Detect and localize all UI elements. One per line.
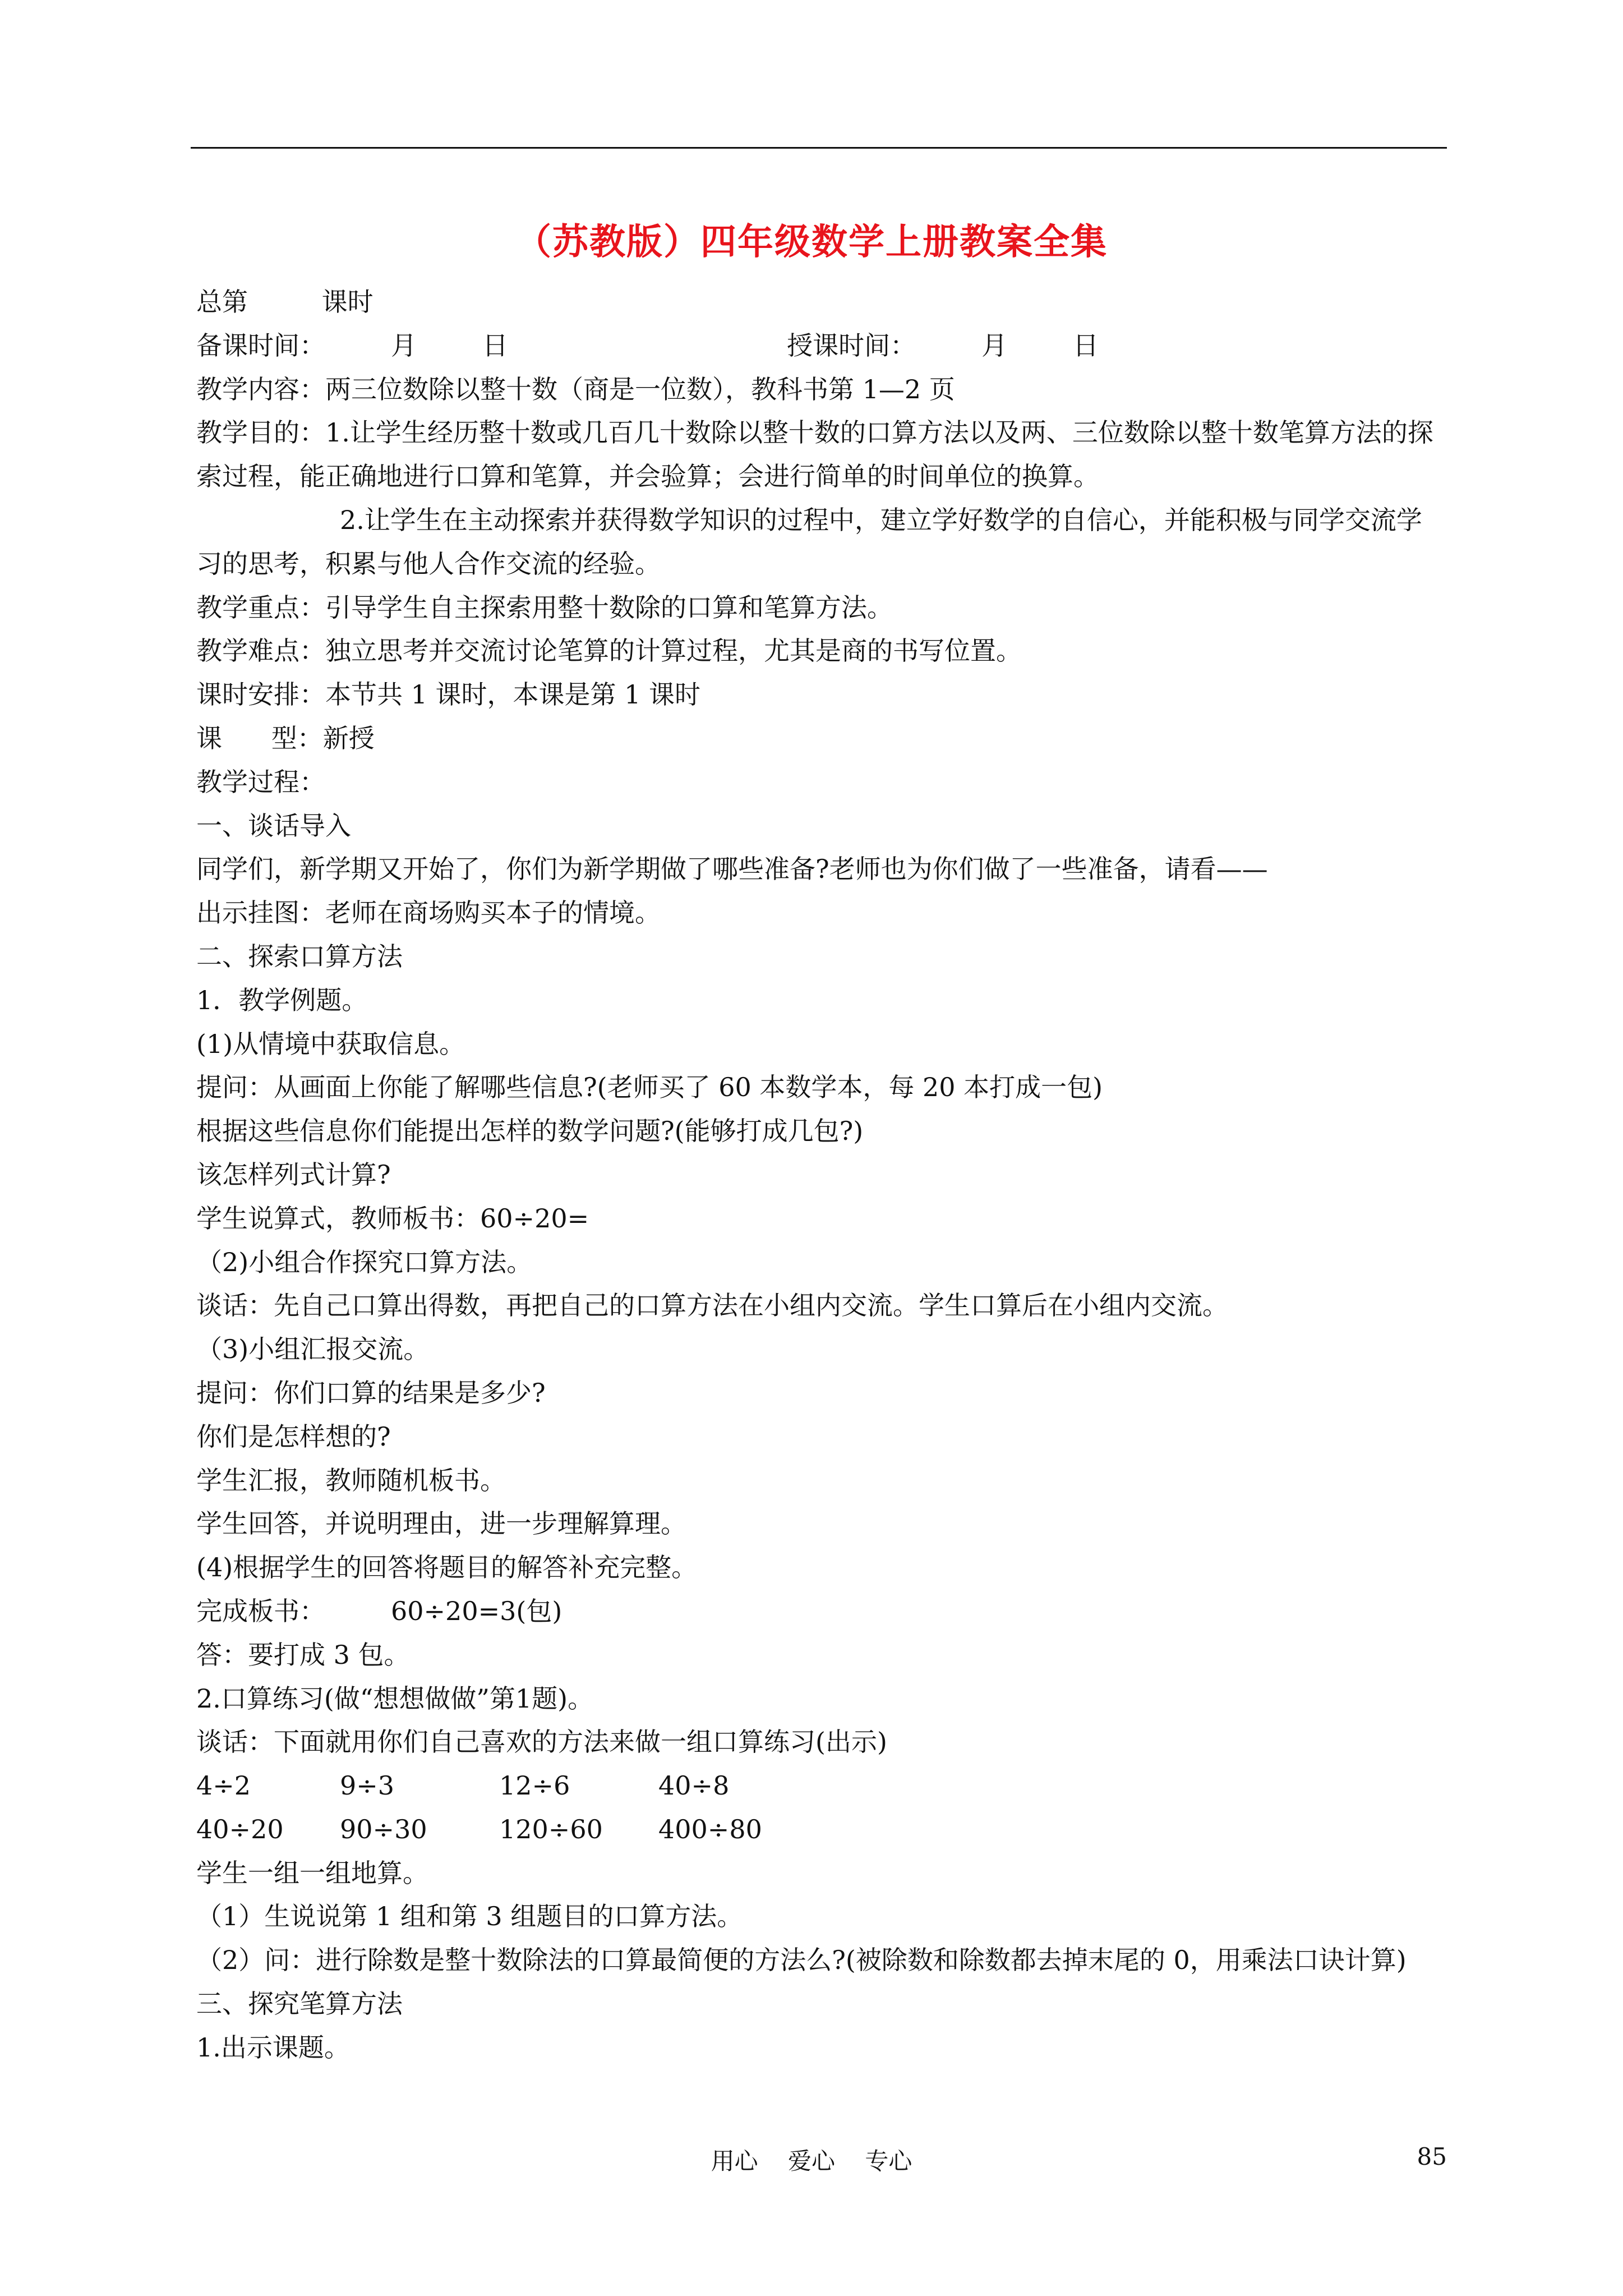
paragraph: 你们是怎样想的? (196, 1421, 391, 1452)
section-heading: 一、谈话导入 (196, 810, 351, 841)
teaching-goal-2 (196, 499, 1447, 586)
exercise-item: 4÷2 (196, 1770, 251, 1801)
lesson-time-line: 备课时间： 月 日 授课时间： 月 日 (196, 330, 1099, 361)
section-heading: 三、探究笔算方法 (196, 1989, 403, 2019)
exercise-row-1 (196, 1764, 1447, 1808)
paragraph: 学生回答，并说明理由，进一步理解算理。 (196, 1508, 686, 1539)
page-number: 85 (1417, 2143, 1447, 2170)
lesson-number-line: 总第 课时 (196, 287, 374, 317)
paragraph: （3)小组汇报交流。 (196, 1334, 430, 1365)
teaching-process-heading: 教学过程： (196, 766, 325, 797)
teaching-content: 教学内容：两三位数除以整十数（商是一位数），教科书第 1—2 页 (196, 374, 955, 404)
paragraph: （2)小组合作探究口算方法。 (196, 1246, 533, 1277)
paragraph: (1)从情境中获取信息。 (196, 1028, 465, 1059)
section-heading: 二、探索口算方法 (196, 941, 403, 972)
paragraph: 提问：从画面上你能了解哪些信息?(老师买了 60 本数学本，每 20 本打成一包) (196, 1072, 1103, 1103)
paragraph: （1）生说说第 1 组和第 3 组题目的口算方法。 (196, 1901, 743, 1932)
paragraph: 学生说算式，教师板书：60÷20= (196, 1203, 589, 1234)
exercise-item: 12÷6 (499, 1770, 570, 1801)
paragraph: 完成板书： 60÷20=3(包) (196, 1595, 562, 1626)
paragraph: 根据这些信息你们能提出怎样的数学问题?(能够打成几包?) (196, 1116, 864, 1147)
class-arrangement: 课时安排：本节共 1 课时，本课是第 1 课时 (196, 679, 701, 710)
paragraph: 谈话：下面就用你们自己喜欢的方法来做一组口算练习(出示) (196, 1727, 887, 1757)
lesson-type: 课 型：新授 (196, 723, 375, 753)
footer-motto: 用心 爱心 专心 (711, 2147, 912, 2175)
exercise-row-2 (196, 1808, 1447, 1852)
paragraph: 该怎样列式计算? (196, 1159, 391, 1190)
exercise-item: 40÷20 (196, 1814, 284, 1844)
exercise-item: 120÷60 (499, 1814, 603, 1844)
exercise-item: 400÷80 (658, 1814, 762, 1844)
document-title: （苏教版）四年级数学上册教案全集 (515, 221, 1108, 263)
paragraph: 1．教学例题。 (196, 984, 368, 1015)
paragraph: 提问：你们口算的结果是多少? (196, 1377, 546, 1408)
paragraph: 2.口算练习(做“想想做做”第1题)。 (196, 1683, 594, 1714)
exercise-item: 90÷30 (340, 1814, 427, 1844)
teaching-goal-1: 教学目的：1.让学生经历整十数或几百几十数除以整十数的口算方法以及两、三位数除以整十数笔算方法的探索过程，能正确地进行口算和笔算，并会验算；会进行简单的时间单位的换算。 (196, 417, 1433, 492)
paragraph: (4)根据学生的回答将题目的解答补充完整。 (196, 1552, 698, 1583)
header-rule (191, 147, 1447, 149)
paragraph: （2）问：进行除数是整十数除法的口算最简便的方法么?(被除数和除数都去掉末尾的 0，用乘法口诀计算) (196, 1945, 1407, 1976)
paragraph: 谈话：先自己口算出得数，再把自己的口算方法在小组内交流。学生口算后在小组内交流。 (196, 1290, 1228, 1321)
paragraph: 1.出示课题。 (196, 2032, 350, 2063)
exercise-item: 9÷3 (340, 1770, 395, 1801)
exercise-item: 40÷8 (658, 1770, 730, 1801)
teaching-focus: 教学重点：引导学生自主探索用整十数除的口算和笔算方法。 (196, 592, 893, 623)
paragraph: 学生汇报，教师随机板书。 (196, 1465, 506, 1496)
teaching-goal-2-text: 2.让学生在主动探索并获得数学知识的过程中，建立学好数学的自信心，并能积极与同学交流学习的思考，积累与他人合作交流的经验。 (196, 504, 1422, 579)
paragraph: 同学们，新学期又开始了，你们为新学期做了哪些准备?老师也为你们做了一些准备，请看—— (196, 854, 1268, 885)
paragraph: 答：要打成 3 包。 (196, 1639, 410, 1670)
document-body (196, 280, 1447, 2070)
paragraph: 学生一组一组地算。 (196, 1857, 428, 1888)
teaching-difficulty: 教学难点：独立思考并交流讨论笔算的计算过程，尤其是商的书写位置。 (196, 636, 1022, 666)
paragraph: 出示挂图：老师在商场购买本子的情境。 (196, 898, 661, 928)
